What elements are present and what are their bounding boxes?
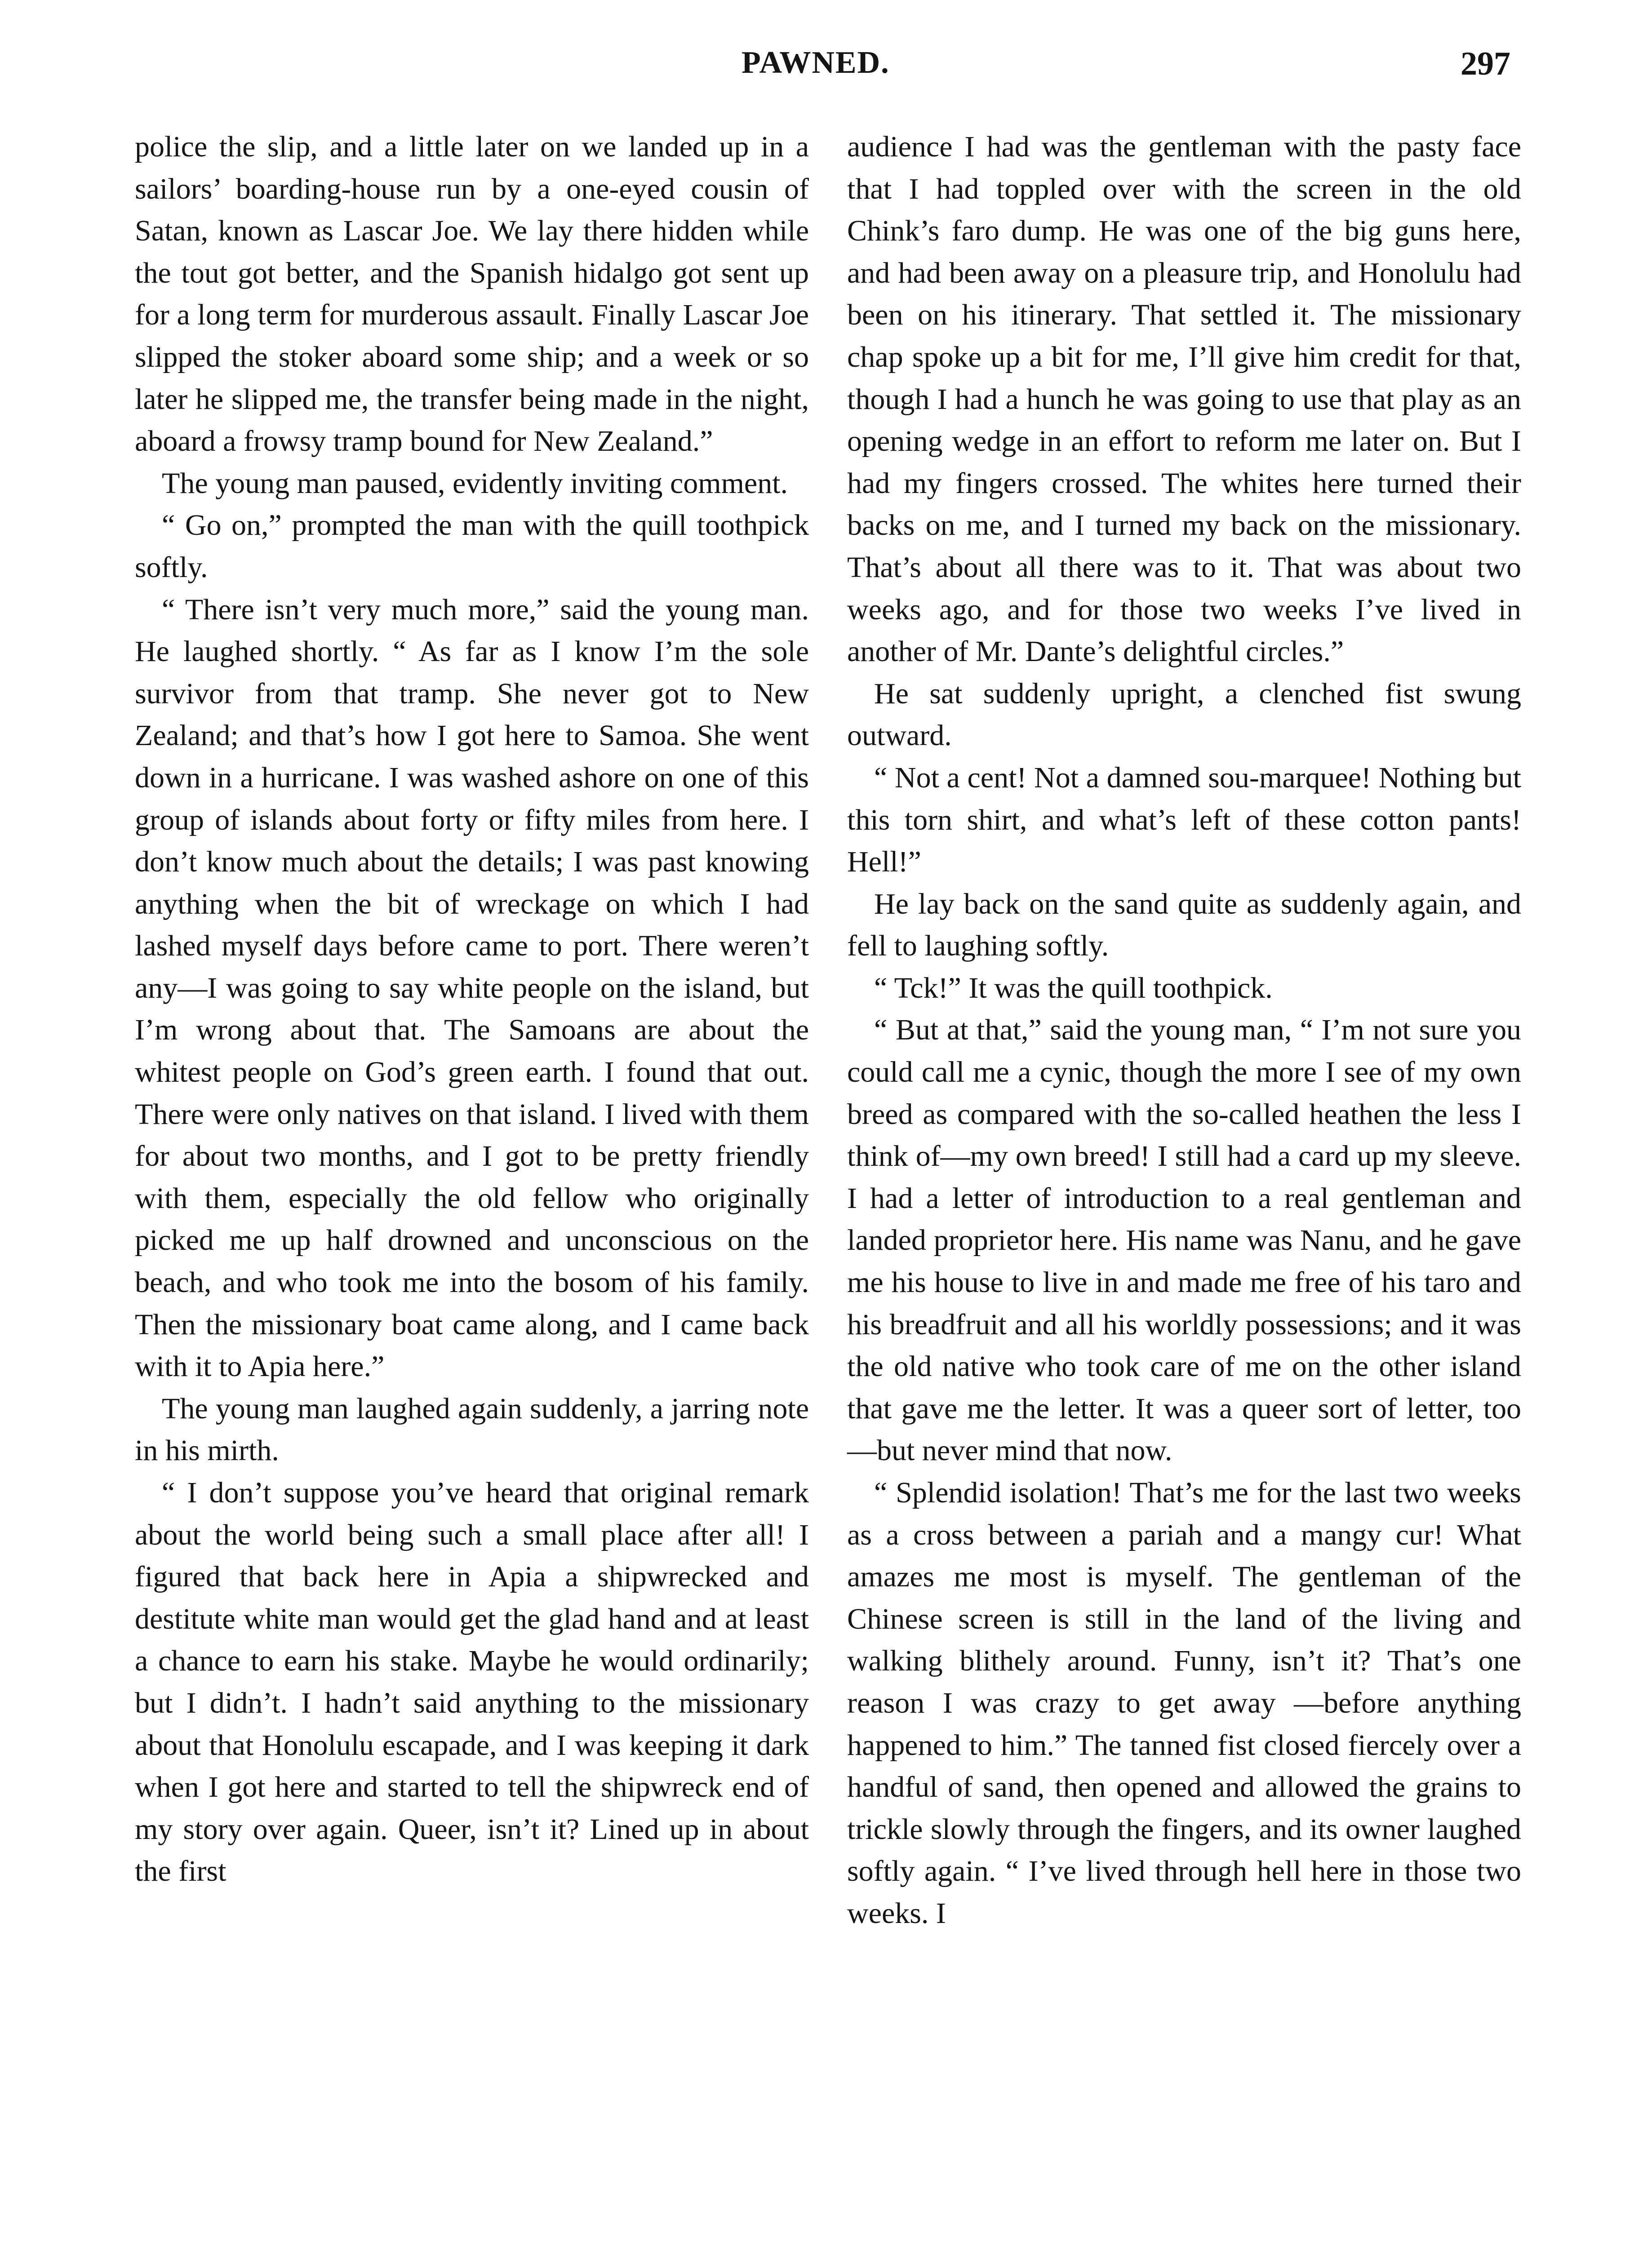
right-text-column: [847, 126, 1521, 1935]
paragraph: “ There isn’t very much more,” said the young man. He laughed shortly. “ As far as I know I’m the sole survivor from that tramp. She never got to New Zealand; and that’s how I got here to Samoa. She went down in a hurricane. I was washed ashore on one of this group of islands about forty or fifty miles from here. I don’t know much about the details; I was past knowing anything when the bit of wreckage on which I had lashed myself days before came to port. There weren’t any—I was going to say white people on the island, but I’m wrong about that. The Samoans are about the whitest people on God’s green earth. I found that out. There were only natives on that island. I lived with them for about two months, and I got to be pretty friendly with them, especially the old fellow who originally picked me up half drowned and unconscious on the beach, and who took me into the bosom of his family. Then the missionary boat came along, and I came back with it to Apia here.”: [135, 593, 809, 1383]
paragraph: “ Tck!” It was the quill toothpick.: [874, 971, 1273, 1004]
paragraph: He lay back on the sand quite as suddenly again, and fell to laughing softly.: [847, 887, 1521, 963]
page-number: 297: [1461, 45, 1510, 82]
paragraph: “ Splendid isolation! That’s me for the last two weeks as a cross between a pariah and a mangy cur! What amazes me most is myself. The gentleman of the Chinese screen is still in the land of the living and walking blithely around. Funny, isn’t it? That’s one reason I was crazy to get away —before anything happened to him.” The tanned fist closed fiercely over a handful of sand, then opened and allowed the grains to trickle slowly through the fingers, and its owner laughed softly again. “ I’ve lived through hell here in those two weeks. I: [847, 1476, 1521, 1930]
paragraph: He sat suddenly upright, a clenched fist swung outward.: [847, 677, 1521, 752]
paragraph: “ Go on,” prompted the man with the quill toothpick softly.: [135, 509, 809, 584]
running-title: PAWNED.: [742, 45, 890, 80]
paragraph: police the slip, and a little later on we landed up in a sailors’ boarding-house run by a one-eyed cousin of Satan, known as Lascar Joe. We lay there hidden while the tout got better, and the Spanish hidalgo got sent up for a long term for murderous assault. Finally Lascar Joe slipped the stoker aboard some ship; and a week or so later he slipped me, the transfer being made in the night, aboard a frowsy tramp bound for New Zealand.”: [135, 130, 809, 458]
paragraph: The young man paused, evidently inviting comment.: [162, 466, 788, 500]
left-text-column: [135, 126, 809, 1892]
paragraph: The young man laughed again suddenly, a jarring note in his mirth.: [135, 1392, 809, 1467]
paragraph: “ I don’t suppose you’ve heard that original remark about the world being such a small place after all! I figured that back here in Apia a shipwrecked and destitute white man would get the glad hand and at least a chance to earn his stake. Maybe he would ordinarily; but I didn’t. I hadn’t said anything to the missionary about that Honolulu escapade, and I was keeping it dark when I got here and started to tell the shipwreck end of my story over again. Queer, isn’t it? Lined up in about the first: [135, 1476, 809, 1888]
paragraph: audience I had was the gentleman with the pasty face that I had toppled over with the screen in the old Chink’s faro dump. He was one of the big guns here, and had been away on a pleasure trip, and Honolulu had been on his itinerary. That settled it. The missionary chap spoke up a bit for me, I’ll give him credit for that, though I had a hunch he was going to use that play as an opening wedge in an effort to reform me later on. But I had my fingers crossed. The whites here turned their backs on me, and I turned my back on the missionary. That’s about all there was to it. That was about two weeks ago, and for those two weeks I’ve lived in another of Mr. Dante’s delightful circles.”: [847, 130, 1521, 668]
paragraph: “ But at that,” said the young man, “ I’m not sure you could call me a cynic, though the more I see of my own breed as compared with the so-called heathen the less I think of—my own breed! I still had a card up my sleeve. I had a letter of introduction to a real gentleman and landed proprietor here. His name was Nanu, and he gave me his house to live in and made me free of his taro and his breadfruit and all his worldly possessions; and it was the old native who took care of me on the other island that gave me the letter. It was a queer sort of letter, too—but never mind that now.: [847, 1013, 1521, 1467]
paragraph: “ Not a cent! Not a damned sou-marquee! Nothing but this torn shirt, and what’s left of these cotton pants! Hell!”: [847, 761, 1521, 879]
